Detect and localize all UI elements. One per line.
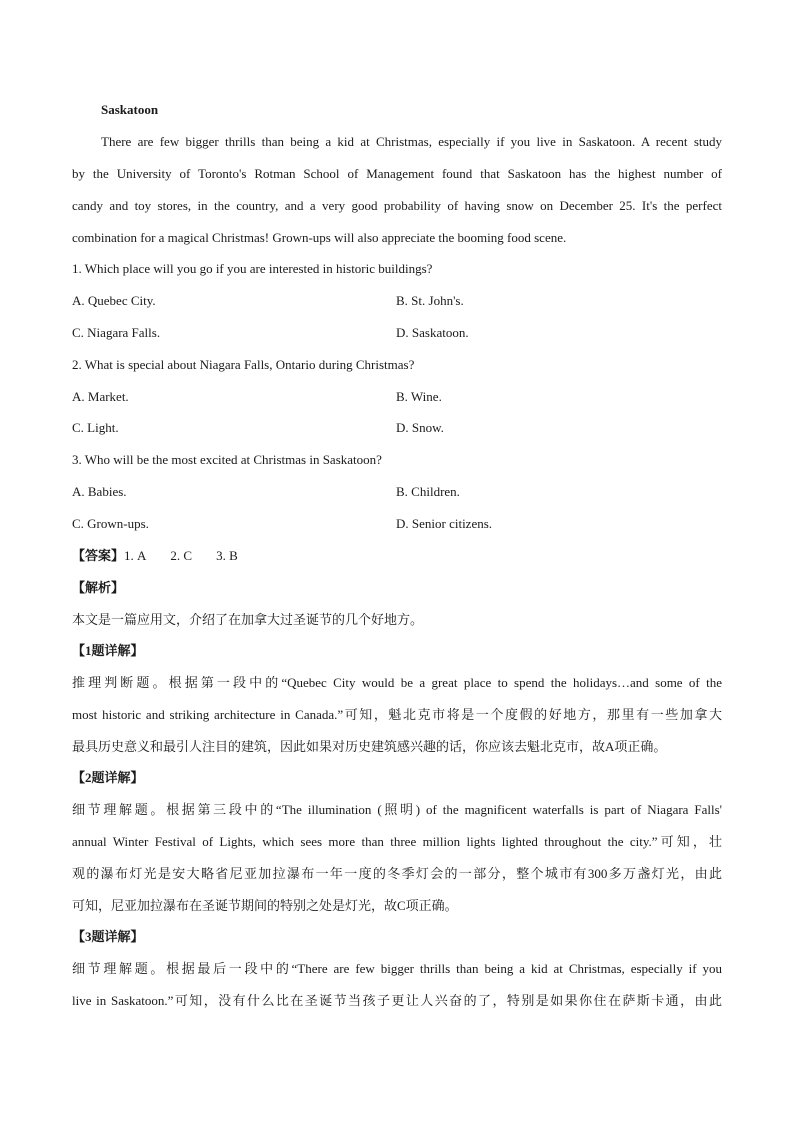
detail-line: 细节理解题。根据第三段中的“The illumination (照明) of the magnificent waterfalls is part of Niagara Falls' (72, 802, 722, 817)
option-a: A. Market. (72, 389, 129, 404)
passage-line: by the University of Toronto's Rotman School of Management found that Saskatoon has the highest number of (72, 166, 722, 181)
detail-heading-2: 【2题详解】 (72, 770, 144, 785)
passage-line: combination for a magical Christmas! Grown-ups will also appreciate the booming food scene. (72, 230, 567, 245)
option-a: A. Quebec City. (72, 293, 156, 308)
option-c: C. Light. (72, 420, 119, 435)
passage-title: Saskatoon (101, 102, 159, 117)
analysis-label: 【解析】 (72, 580, 125, 595)
option-a: A. Babies. (72, 484, 127, 499)
answer-row (72, 547, 238, 565)
answer-item: 2. C (170, 548, 193, 563)
detail-line: annual Winter Festival of Lights, which sees more than three million lights lighted throughout the city.”可知，壮 (72, 834, 722, 849)
option-b: B. St. John's. (396, 293, 464, 308)
detail-heading-3: 【3题详解】 (72, 929, 144, 944)
detail-line: 细节理解题。根据最后一段中的“There are few bigger thrills than being a kid at Christmas, especially if you (72, 961, 722, 976)
detail-line: 观的瀑布灯光是安大略省尼亚加拉瀑布一年一度的冬季灯会的一部分，整个城市有300多万盏灯光，由此 (72, 866, 722, 881)
answer-item: 3. B (216, 548, 238, 563)
passage-line: There are few bigger thrills than being a kid at Christmas, especially if you live in Saskatoon. A recent study (101, 134, 722, 149)
passage-line: candy and toy stores, in the country, and a very good probability of having snow on December 25. It's the perfect (72, 198, 722, 213)
question-stem: 2. What is special about Niagara Falls, Ontario during Christmas? (72, 357, 415, 372)
detail-line: 推理判断题。根据第一段中的“Quebec City would be a great place to spend the holidays…and some of the (72, 675, 722, 690)
option-d: D. Saskatoon. (396, 325, 469, 340)
detail-line: 可知，尼亚加拉瀑布在圣诞节期间的特别之处是灯光，故C项正确。 (72, 898, 458, 913)
option-d: D. Senior citizens. (396, 516, 493, 531)
option-c: C. Grown-ups. (72, 516, 149, 531)
option-c: C. Niagara Falls. (72, 325, 161, 340)
answer-item: 1. A (124, 548, 147, 563)
option-b: B. Children. (396, 484, 460, 499)
question-stem: 1. Which place will you go if you are interested in historic buildings? (72, 261, 433, 276)
detail-heading-1: 【1题详解】 (72, 643, 144, 658)
detail-line: live in Saskatoon.”可知，没有什么比在圣诞节当孩子更让人兴奋的了，特别是如果你住在萨斯卡通，由此 (72, 993, 722, 1008)
analysis-summary: 本文是一篇应用文，介绍了在加拿大过圣诞节的几个好地方。 (72, 612, 424, 627)
question-stem: 3. Who will be the most excited at Christmas in Saskatoon? (72, 452, 382, 467)
detail-line: most historic and striking architecture in Canada.”可知，魁北克市将是一个度假的好地方，那里有一些加拿大 (72, 707, 722, 722)
option-d: D. Snow. (396, 420, 444, 435)
option-b: B. Wine. (396, 389, 442, 404)
answer-label: 【答案】 (72, 548, 125, 563)
detail-line: 最具历史意义和最引人注目的建筑，因此如果对历史建筑感兴趣的话，你应该去魁北克市，故A项正确。 (72, 739, 667, 754)
